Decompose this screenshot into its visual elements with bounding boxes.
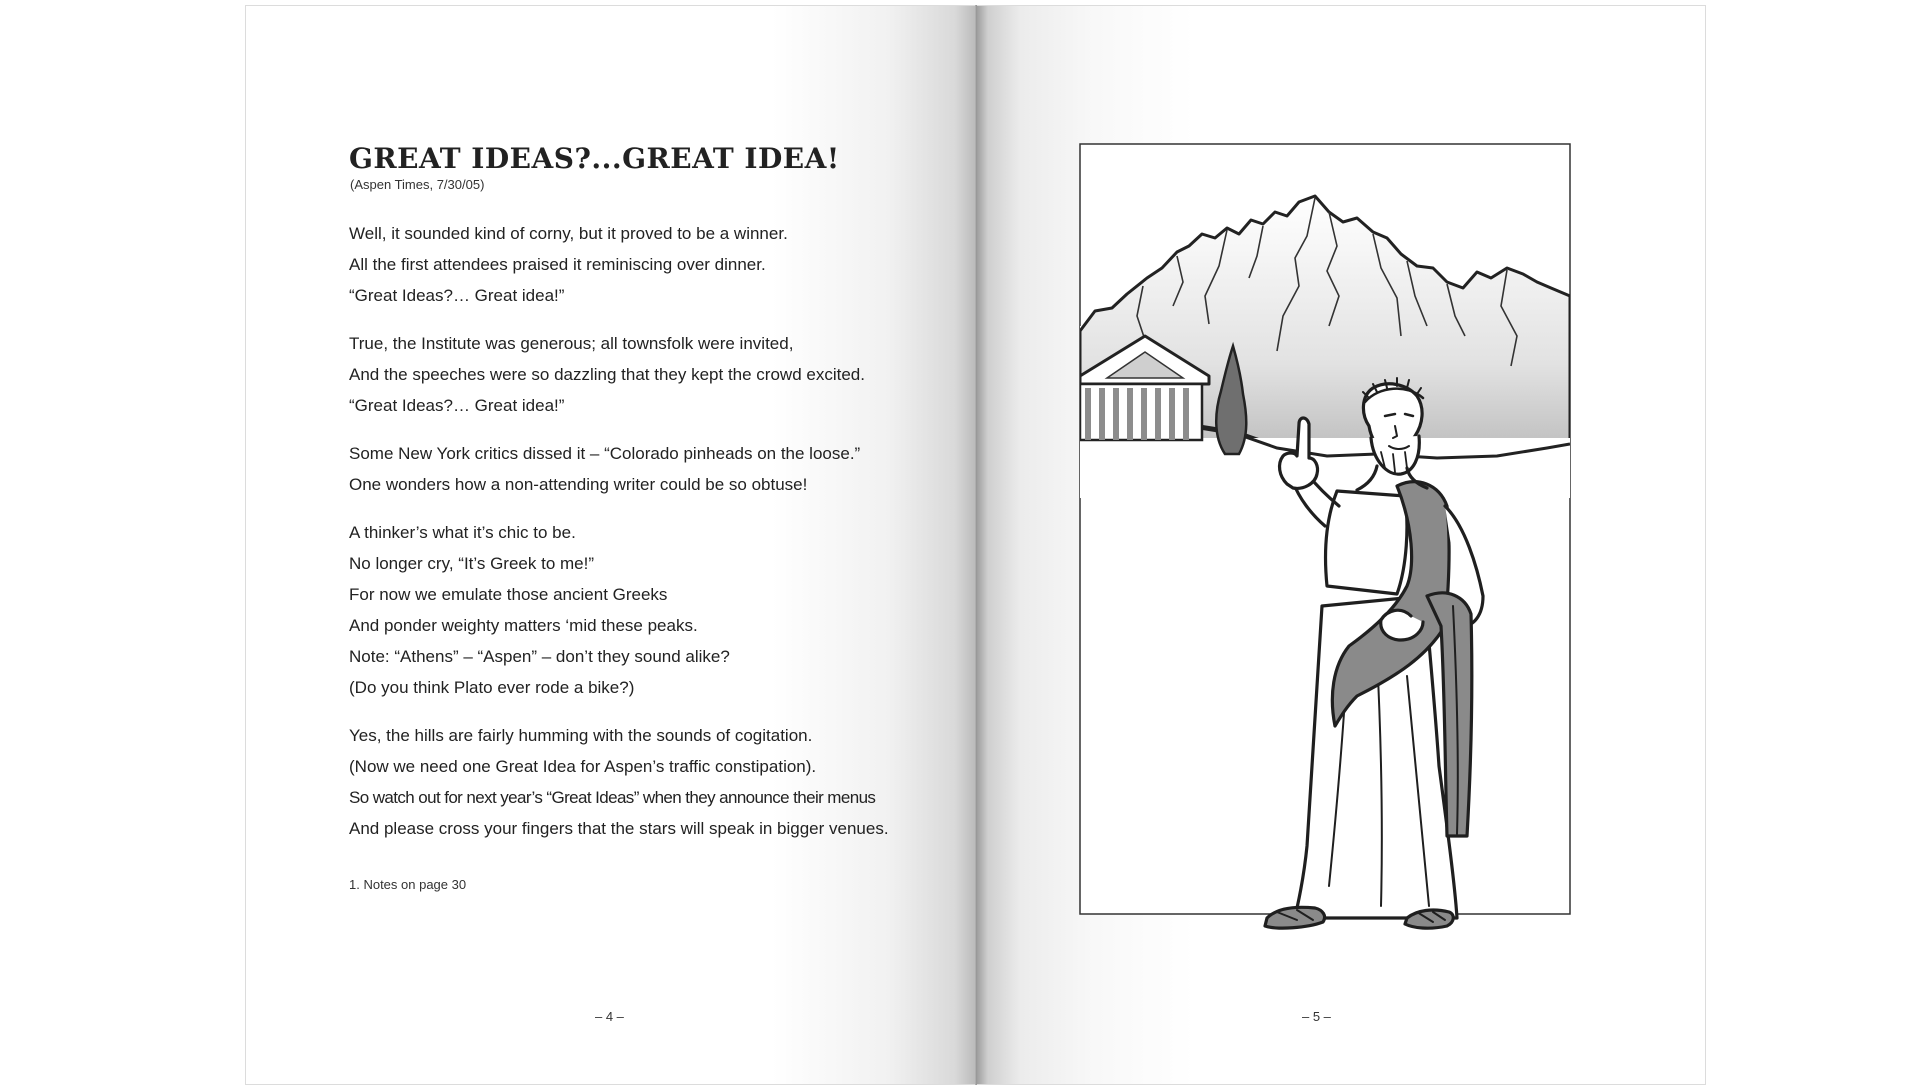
stanza: [349, 328, 949, 421]
poem-body: [349, 218, 949, 861]
poem-line: And ponder weighty matters ‘mid these peaks.: [349, 616, 698, 635]
poem-line: And please cross your fingers that the stars will speak in bigger venues.: [349, 819, 889, 838]
poem-line: Well, it sounded kind of corny, but it proved to be a winner.: [349, 224, 788, 243]
poem-line: Note: “Athens” – “Aspen” – don’t they sound alike?: [349, 647, 730, 666]
poem-line: And the speeches were so dazzling that they kept the crowd excited.: [349, 365, 865, 384]
right-page: [977, 5, 1706, 1085]
stanza: [349, 517, 949, 703]
page-number-left: – 4 –: [595, 1009, 624, 1024]
poem-line: (Now we need one Great Idea for Aspen’s traffic constipation).: [349, 757, 817, 776]
philosopher-illustration: [977, 6, 1706, 1086]
poem-line: A thinker’s what it’s chic to be.: [349, 523, 576, 542]
poem-title: GREAT IDEAS?...GREAT IDEA!: [349, 142, 840, 175]
poem-line: “Great Ideas?… Great idea!”: [349, 286, 565, 305]
stanza: [349, 218, 949, 311]
poem-line: Some New York critics dissed it – “Colorado pinheads on the loose.”: [349, 444, 861, 463]
poem-line: For now we emulate those ancient Greeks: [349, 585, 668, 604]
page-number-right: – 5 –: [1302, 1009, 1331, 1024]
left-page: [245, 5, 977, 1085]
poem-line: No longer cry, “It’s Greek to me!”: [349, 554, 594, 573]
stanza: [349, 438, 949, 500]
poem-line: (Do you think Plato ever rode a bike?): [349, 678, 635, 697]
poem-line: So watch out for next year’s “Great Ideas” when they announce their menus: [349, 788, 876, 807]
poem-line: Yes, the hills are fairly humming with the sounds of cogitation.: [349, 726, 813, 745]
poem-line: One wonders how a non-attending writer could be so obtuse!: [349, 475, 808, 494]
poem-line: True, the Institute was generous; all townsfolk were invited,: [349, 334, 794, 353]
poem-source: (Aspen Times, 7/30/05): [350, 177, 485, 192]
stanza: [349, 720, 949, 844]
poem-line: All the first attendees praised it reminiscing over dinner.: [349, 255, 766, 274]
poem-line: “Great Ideas?… Great idea!”: [349, 396, 565, 415]
open-book: [245, 5, 1706, 1085]
footnote: 1. Notes on page 30: [349, 877, 467, 892]
